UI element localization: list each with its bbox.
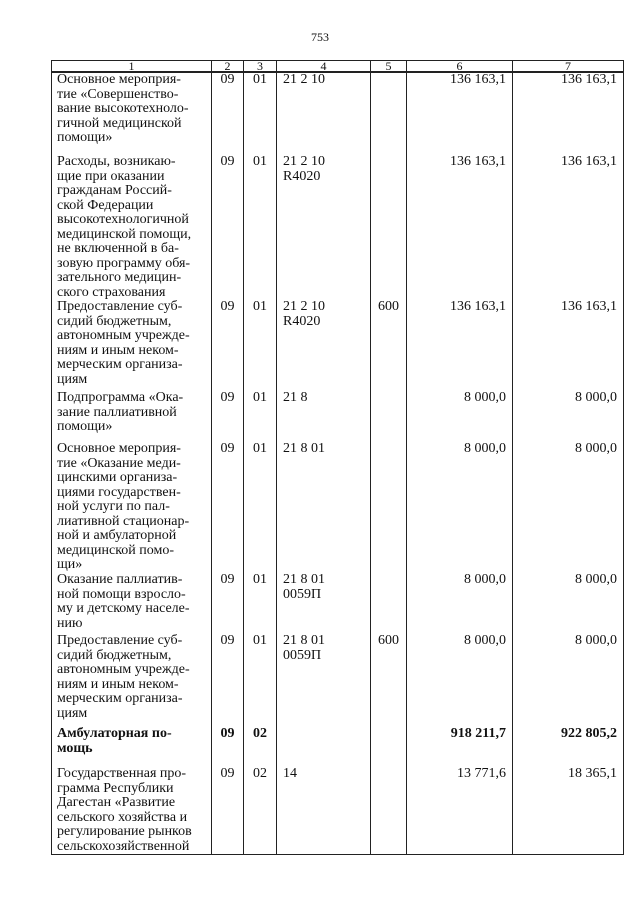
row-expense-type — [371, 442, 407, 573]
row-section-code-text: 09 — [220, 390, 235, 405]
row-target-article — [277, 155, 371, 300]
row-target-article-text: 21 8 01 0059П — [283, 572, 325, 602]
table-header-row — [52, 61, 624, 73]
row-description — [52, 300, 212, 391]
row-amount-year-2-text: 8 000,0 — [575, 572, 617, 587]
row-amount-year-1 — [407, 72, 513, 155]
row-amount-year-1 — [407, 727, 513, 767]
row-expense-type — [371, 155, 407, 300]
row-expense-type — [371, 391, 407, 442]
row-target-article-text: 21 8 — [283, 390, 308, 405]
row-expense-type — [371, 767, 407, 855]
row-amount-year-2 — [513, 727, 624, 767]
row-description-text: Предоставление суб- сидий бюджетным, автономным учрежде- ниям и иным неком- мерческим организа- циям — [57, 299, 190, 387]
row-description-text: Предоставление суб- сидий бюджетным, автономным учрежде- ниям и иным неком- мерческим организа- циям — [57, 633, 190, 721]
row-amount-year-2-text: 8 000,0 — [575, 390, 617, 405]
row-subsection-code-text: 01 — [253, 154, 267, 169]
row-target-article — [277, 573, 371, 634]
row-section-code — [212, 391, 244, 442]
row-description-text: Амбулаторная по- мощь — [57, 726, 172, 756]
row-section-code — [212, 442, 244, 573]
row-subsection-code-text: 01 — [253, 441, 267, 456]
row-section-code-text: 09 — [220, 441, 235, 456]
table-row — [52, 573, 624, 634]
row-amount-year-1-text: 8 000,0 — [464, 441, 506, 456]
row-amount-year-2 — [513, 767, 624, 855]
row-amount-year-2 — [513, 442, 624, 573]
row-description-text: Государственная про- грамма Республики Дагестан «Развитие сельского хозяйства и регулирование рынков сельскохозяйственной — [57, 766, 192, 854]
row-target-article-text: 21 8 01 0059П — [283, 633, 325, 663]
row-description — [52, 767, 212, 855]
row-subsection-code — [244, 300, 277, 391]
row-section-code — [212, 155, 244, 300]
row-description — [52, 573, 212, 634]
row-description — [52, 72, 212, 155]
table-row — [52, 300, 624, 391]
row-amount-year-2 — [513, 573, 624, 634]
row-target-article — [277, 727, 371, 767]
row-amount-year-2-text: 922 805,2 — [561, 726, 617, 741]
row-description-text: Основное мероприя- тие «Оказание меди- цинскими организа- циями государствен- ной услуги по пал- лиативной стационар- ной и амбулаторной медицинской помо- щи» — [57, 441, 190, 572]
row-amount-year-1-text: 8 000,0 — [464, 572, 506, 587]
row-amount-year-2-text: 18 365,1 — [568, 766, 617, 781]
row-amount-year-1 — [407, 391, 513, 442]
row-subsection-code-text: 01 — [253, 299, 267, 314]
row-subsection-code — [244, 155, 277, 300]
row-subsection-code-text: 01 — [253, 572, 267, 587]
column-header: 7 — [513, 61, 624, 73]
row-subsection-code — [244, 573, 277, 634]
column-header: 4 — [277, 61, 371, 73]
row-subsection-code-text: 01 — [253, 390, 267, 405]
row-amount-year-2-text: 8 000,0 — [575, 633, 617, 648]
row-target-article — [277, 300, 371, 391]
row-section-code-text: 09 — [220, 299, 235, 314]
table-row — [52, 391, 624, 442]
row-target-article — [277, 634, 371, 727]
page-number: 753 — [311, 30, 329, 44]
row-amount-year-1-text: 13 771,6 — [457, 766, 506, 781]
row-amount-year-1-text: 918 211,7 — [450, 726, 506, 741]
row-amount-year-2 — [513, 300, 624, 391]
row-subsection-code — [244, 767, 277, 855]
row-amount-year-2-text: 8 000,0 — [575, 441, 617, 456]
row-subsection-code — [244, 72, 277, 155]
row-amount-year-2-text: 136 163,1 — [561, 299, 617, 314]
row-amount-year-1-text: 136 163,1 — [450, 154, 506, 169]
row-amount-year-2 — [513, 155, 624, 300]
row-section-code-text: 09 — [220, 633, 235, 648]
budget-table — [51, 60, 624, 855]
column-header: 5 — [371, 61, 407, 73]
row-section-code — [212, 767, 244, 855]
row-section-code — [212, 634, 244, 727]
column-header: 3 — [244, 61, 277, 73]
row-subsection-code-text: 01 — [253, 633, 267, 648]
row-description — [52, 634, 212, 727]
row-target-article-text: 21 2 10 — [283, 72, 325, 87]
row-subsection-code — [244, 634, 277, 727]
row-amount-year-2 — [513, 72, 624, 155]
row-expense-type-text: 600 — [378, 633, 399, 648]
row-amount-year-1-text: 8 000,0 — [464, 633, 506, 648]
row-section-code-text: 09 — [220, 154, 235, 169]
row-amount-year-1-text: 136 163,1 — [450, 299, 506, 314]
row-section-code — [212, 72, 244, 155]
row-target-article — [277, 391, 371, 442]
row-expense-type — [371, 72, 407, 155]
table-row — [52, 634, 624, 727]
row-target-article-text: 21 2 10 R4020 — [283, 299, 325, 329]
row-subsection-code — [244, 727, 277, 767]
table-row — [52, 727, 624, 767]
row-subsection-code — [244, 442, 277, 573]
row-description — [52, 442, 212, 573]
row-section-code — [212, 727, 244, 767]
row-amount-year-2-text: 136 163,1 — [561, 154, 617, 169]
row-target-article-text: 21 8 01 — [283, 441, 325, 456]
row-amount-year-1-text: 8 000,0 — [464, 390, 506, 405]
row-section-code-text: 09 — [220, 726, 235, 741]
column-header: 6 — [407, 61, 513, 73]
row-amount-year-2 — [513, 391, 624, 442]
row-subsection-code — [244, 391, 277, 442]
table-body — [52, 72, 624, 855]
row-description — [52, 391, 212, 442]
table-row — [52, 72, 624, 155]
row-expense-type — [371, 634, 407, 727]
row-target-article — [277, 442, 371, 573]
row-expense-type-text: 600 — [378, 299, 399, 314]
row-expense-type — [371, 727, 407, 767]
table-row — [52, 767, 624, 855]
row-subsection-code-text: 01 — [253, 72, 267, 87]
row-description-text: Расходы, возникаю- щие при оказании гражданам Россий- ской Федерации высокотехнологичной медицинской помощи, не включенной в ба- зовую программу обя- зательного медицин- ского страхования — [57, 154, 192, 300]
row-section-code — [212, 573, 244, 634]
row-amount-year-1 — [407, 634, 513, 727]
table-row — [52, 155, 624, 300]
row-amount-year-1 — [407, 300, 513, 391]
row-section-code-text: 09 — [220, 766, 235, 781]
row-amount-year-1 — [407, 767, 513, 855]
row-amount-year-2 — [513, 634, 624, 727]
row-subsection-code-text: 02 — [253, 726, 267, 741]
row-description — [52, 155, 212, 300]
row-description-text: Основное мероприя- тие «Совершенство- вание высокотехноло- гичной медицинской помощи» — [57, 72, 189, 145]
row-target-article-text: 21 2 10 R4020 — [283, 154, 325, 184]
row-expense-type — [371, 300, 407, 391]
row-target-article — [277, 72, 371, 155]
row-description-text: Оказание паллиатив- ной помощи взросло- му и детскому населе- нию — [57, 572, 190, 631]
row-subsection-code-text: 02 — [253, 766, 267, 781]
row-amount-year-1-text: 136 163,1 — [450, 72, 506, 87]
row-expense-type — [371, 573, 407, 634]
row-amount-year-1 — [407, 155, 513, 300]
row-amount-year-2-text: 136 163,1 — [561, 72, 617, 87]
row-target-article-text: 14 — [283, 766, 297, 781]
row-amount-year-1 — [407, 442, 513, 573]
row-amount-year-1 — [407, 573, 513, 634]
column-header: 1 — [52, 61, 212, 73]
table-row — [52, 442, 624, 573]
row-section-code-text: 09 — [220, 572, 235, 587]
column-header: 2 — [212, 61, 244, 73]
row-section-code — [212, 300, 244, 391]
row-description — [52, 727, 212, 767]
row-target-article — [277, 767, 371, 855]
row-section-code-text: 09 — [220, 72, 235, 87]
row-description-text: Подпрограмма «Ока- зание паллиативной помощи» — [57, 390, 184, 434]
